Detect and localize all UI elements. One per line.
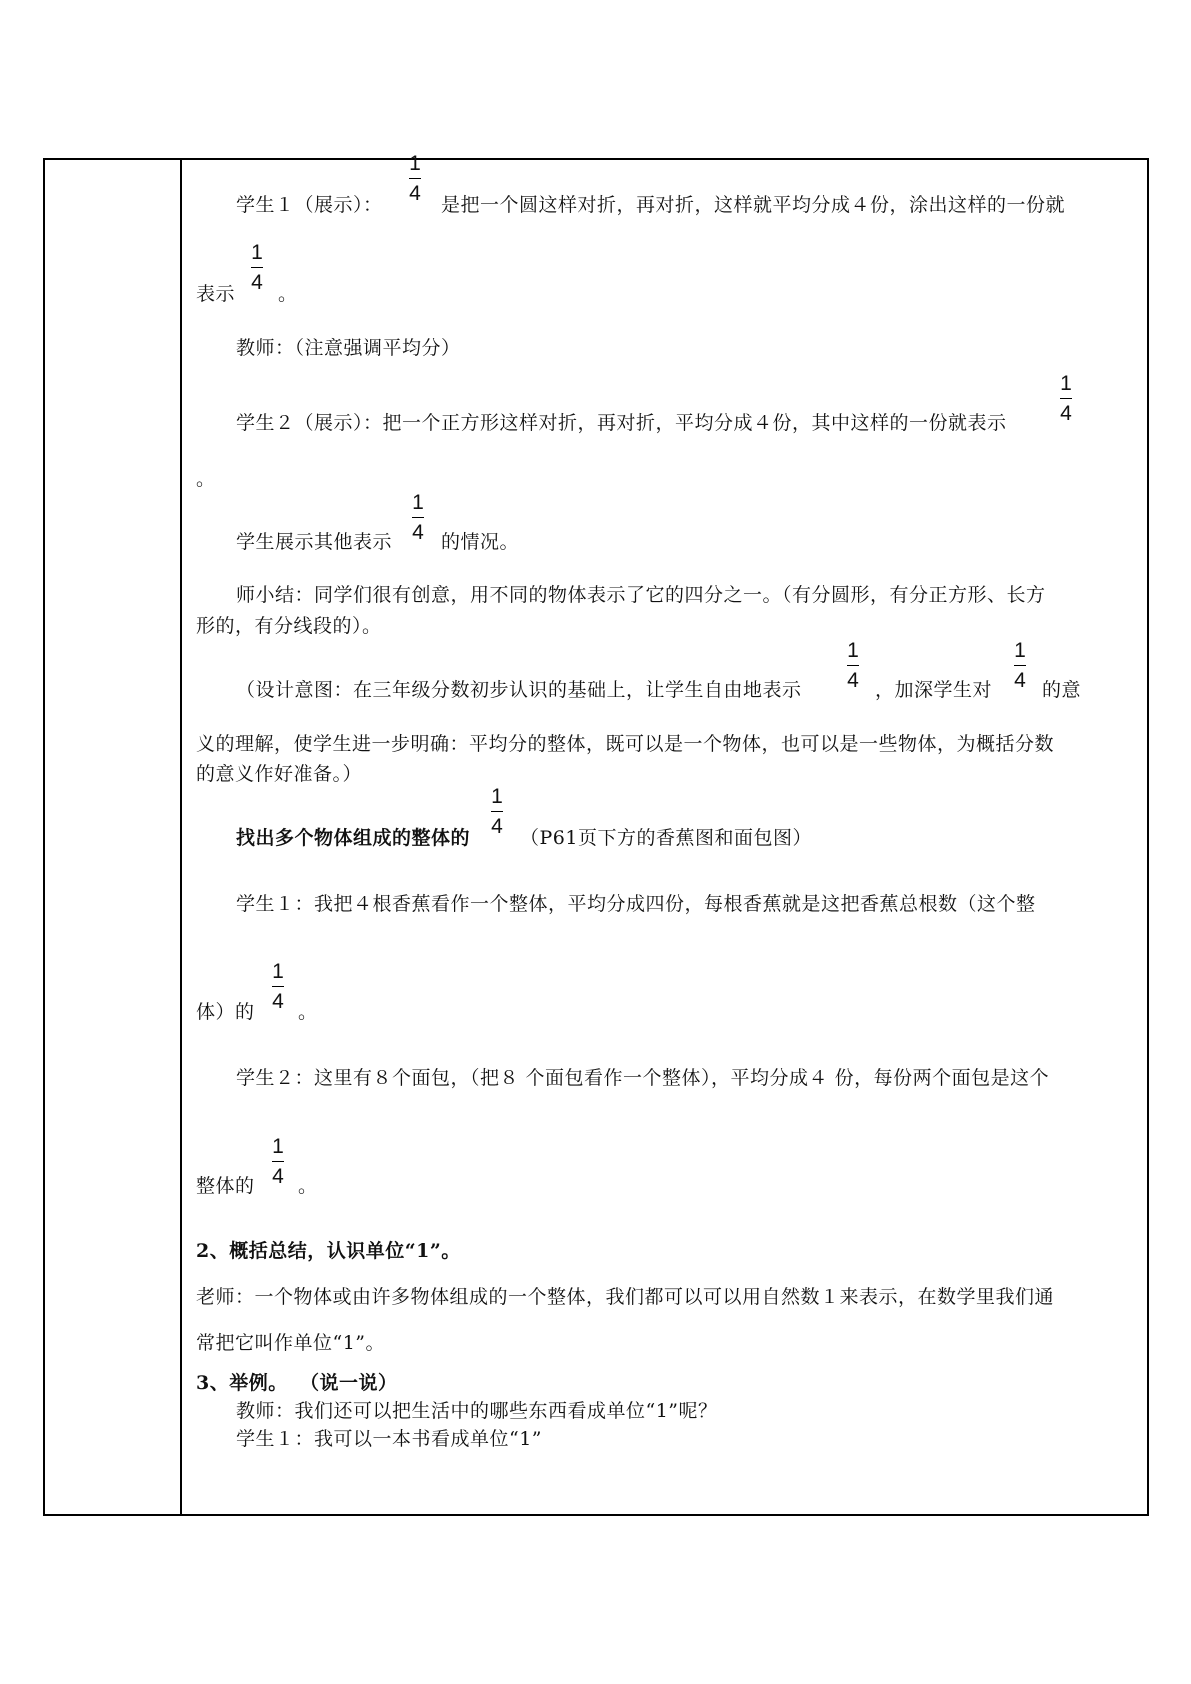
student2-line: 学生２（展示）：把一个正方形这样对折，再对折，平均分成４份，其中这样的一份就表示 <box>236 412 1007 434</box>
fraction-one-quarter: 1 4 <box>272 960 284 1013</box>
table-bottom-border <box>43 1514 1149 1516</box>
fraction-one-quarter: 1 4 <box>412 491 424 544</box>
students-show-start: 学生展示其他表示 <box>236 531 393 553</box>
design-intent-line1-end: 的意 <box>1042 679 1082 701</box>
design-intent-line2: 义的理解，使学生进一步明确：平均分的整体，既可以是一个物体，也可以是一些物体，为概括分数 <box>196 733 1055 755</box>
design-intent-line3: 的意义作好准备。） <box>196 763 363 785</box>
fraction-one-quarter: 1 4 <box>491 785 503 838</box>
bread-answer-end: 。 <box>298 1175 318 1197</box>
fraction-one-quarter: 1 4 <box>272 1135 284 1188</box>
section-heading-2: 2、概括总结，认识单位“1”。 <box>196 1240 461 1262</box>
student1-example: 学生１：我可以一本书看成单位“1” <box>236 1428 543 1450</box>
fraction-one-quarter: 1 4 <box>1060 372 1072 425</box>
students-show-end: 的情况。 <box>441 531 520 553</box>
banana-answer-end: 。 <box>298 1001 318 1023</box>
student1-line-rest: 是把一个圆这样对折，再对折，这样就平均分成４份，涂出这样的一份就 <box>441 194 1066 216</box>
table-left-border <box>43 158 45 1516</box>
student1-line-start: 学生１（展示）： <box>236 194 383 216</box>
fraction-one-quarter: 1 4 <box>251 241 263 294</box>
table-top-border <box>43 158 1149 160</box>
teacher-unit-line1: 老师：一个物体或由许多物体组成的一个整体，我们都可以可以用自然数１来表示，在数学里我们通 <box>196 1286 1055 1308</box>
fraction-one-quarter: 1 4 <box>1014 639 1026 692</box>
design-intent-line1-start: （设计意图：在三年级分数初步认识的基础上，让学生自由地表示 <box>236 679 802 701</box>
task-heading: 找出多个物体组成的整体的 <box>236 827 471 849</box>
student1-line2-end: 。 <box>278 283 298 305</box>
section-heading-3: 3、举例。 <box>196 1372 288 1394</box>
banana-answer-line1: 学生１：我把４根香蕉看作一个整体，平均分成四份，每根香蕉就是这把香蕉总根数（这个整 <box>236 893 1036 915</box>
table-column-divider <box>180 158 182 1516</box>
teacher-question: 教师：我们还可以把生活中的哪些东西看成单位“1”呢？ <box>236 1400 718 1422</box>
table-right-border <box>1147 158 1149 1516</box>
student1-line2-start: 表示 <box>196 283 236 305</box>
design-intent-line1-mid: ，加深学生对 <box>875 679 993 701</box>
teacher-summary-line2: 形的，有分线段的）。 <box>196 615 382 637</box>
bread-answer-line2: 整体的 <box>196 1175 255 1197</box>
task-reference: （P61页下方的香蕉图和面包图） <box>520 827 812 849</box>
student2-line-end: 。 <box>196 468 216 490</box>
teacher-summary-line1: 师小结：同学们很有创意，用不同的物体表示了它的四分之一。（有分圆形，有分正方形、长方 <box>236 584 1046 606</box>
section-heading-3-note: （说一说） <box>300 1372 398 1394</box>
bread-answer-line1: 学生２：这里有８个面包，（把８ 个面包看作一个整体），平均分成４ 份，每份两个面包是这个 <box>236 1067 1050 1089</box>
fraction-one-quarter: 1 4 <box>409 152 421 205</box>
fraction-one-quarter: 1 4 <box>847 639 859 692</box>
teacher-unit-line2: 常把它叫作单位“1”。 <box>196 1332 386 1354</box>
teacher-note: 教师：（注意强调平均分） <box>236 337 461 359</box>
banana-answer-line2: 体）的 <box>196 1001 255 1023</box>
